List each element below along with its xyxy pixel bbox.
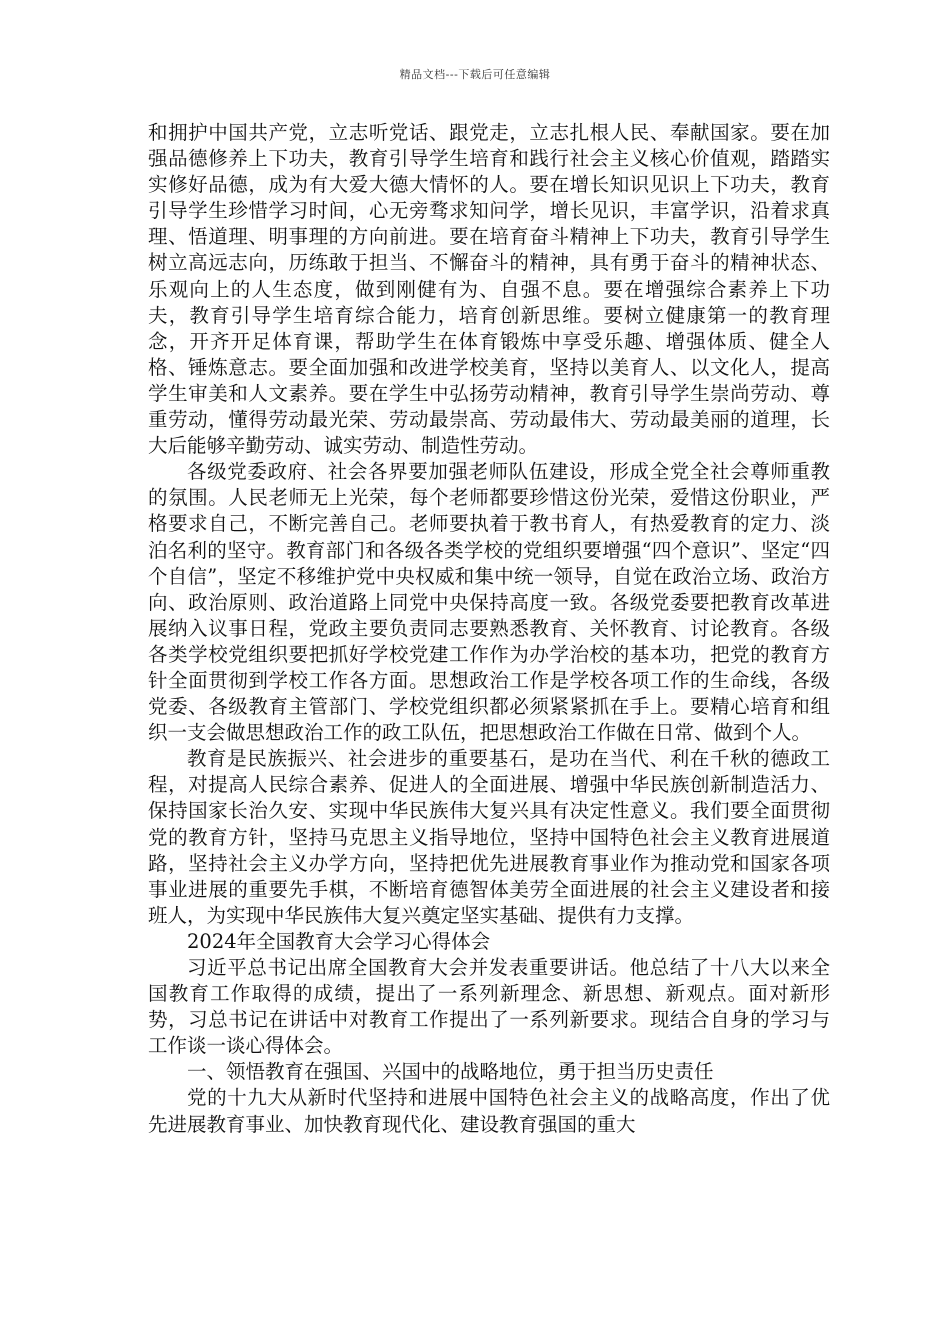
paragraph-5: 党的十九大从新时代坚持和进展中国特色社会主义的战略高度，作出了优先进展教育事业、加快教育现代化、建设教育强国的重大 (148, 1086, 830, 1136)
paragraph-4: 习近平总书记出席全国教育大会并发表重要讲话。他总结了十八大以来全国教育工作取得的成绩，提出了一系列新理念、新思想、新观点。面对新形势，习总书记在讲话中对教育工作提出了一系列新要求。现结合自身的学习与工作谈一谈心得体会。 (148, 956, 830, 1058)
section-heading: 一、领悟教育在强国、兴国中的战略地位，勇于担当历史责任 (187, 1060, 714, 1084)
document-body (148, 120, 830, 1138)
paragraph-1: 和拥护中国共产党，立志听党话、跟党走，立志扎根人民、奉献国家。要在加强品德修养上下功夫，教育引导学生培育和践行社会主义核心价值观，踏踏实实修好品德，成为有大爱大德大情怀的人。要在增长知识见识上下功夫，教育引导学生珍惜学习时间，心无旁骛求知问学，增长见识，丰富学识，沿着求真理、悟道理、明事理的方向前进。要在培育奋斗精神上下功夫，教育引导学生树立高远志向，历练敢于担当、不懈奋斗的精神，具有勇于奋斗的精神状态、乐观向上的人生态度，做到刚健有为、自强不息。要在增强综合素养上下功夫，教育引导学生培育综合能力，培育创新思维。要树立健康第一的教育理念，开齐开足体育课，帮助学生在体育锻炼中享受乐趣、增强体质、健全人格、锤炼意志。要全面加强和改进学校美育，坚持以美育人、以文化人，提高学生审美和人文素养。要在学生中弘扬劳动精神，教育引导学生崇尚劳动、尊重劳动，懂得劳动最光荣、劳动最崇高、劳动最伟大、劳动最美丽的道理，长大后能够辛勤劳动、诚实劳动、制造性劳动。 (148, 121, 830, 458)
paragraph-3: 教育是民族振兴、社会进步的重要基石，是功在当代、利在千秋的德政工程，对提高人民综合素养、促进人的全面进展、增强中华民族创新制造活力、保持国家长治久安、实现中华民族伟大复兴具有决定性意义。我们要全面贯彻党的教育方针，坚持马克思主义指导地位，坚持中国特色社会主义教育进展道路，坚持社会主义办学方向，坚持把优先进展教育事业作为推动党和国家各项事业进展的重要先手棋，不断培育德智体美劳全面进展的社会主义建设者和接班人，为实现中华民族伟大复兴奠定坚实基础、提供有力支撑。 (148, 747, 830, 927)
section-title: 2024年全国教育大会学习心得体会 (187, 929, 491, 953)
paragraph-2: 各级党委政府、社会各界要加强老师队伍建设，形成全党全社会尊师重教的氛围。人民老师无上光荣，每个老师都要珍惜这份光荣，爱惜这份职业，严格要求自己，不断完善自己。老师要执着于教书育人，有热爱教育的定力、淡泊名利的坚守。教育部门和各级各类学校的党组织要增强“四个意识”、坚定“四个自信”，坚定不移维护党中央权威和集中统一领导，自觉在政治立场、政治方向、政治原则、政治道路上同党中央保持高度一致。各级党委要把教育改革进展纳入议事日程，党政主要负责同志要熟悉教育、关怀教育、讨论教育。各级各类学校党组织要把抓好学校党建工作作为办学治校的基本功，把党的教育方针全面贯彻到学校工作各方面。思想政治工作是学校各项工作的生命线，各级党委、各级教育主管部门、学校党组织都必须紧紧抓在手上。要精心培育和组织一支会做思想政治工作的政工队伍，把思想政治工作做在日常、做到个人。 (148, 460, 830, 745)
page-header: 精品文档---下载后可任意编辑 (399, 68, 551, 81)
